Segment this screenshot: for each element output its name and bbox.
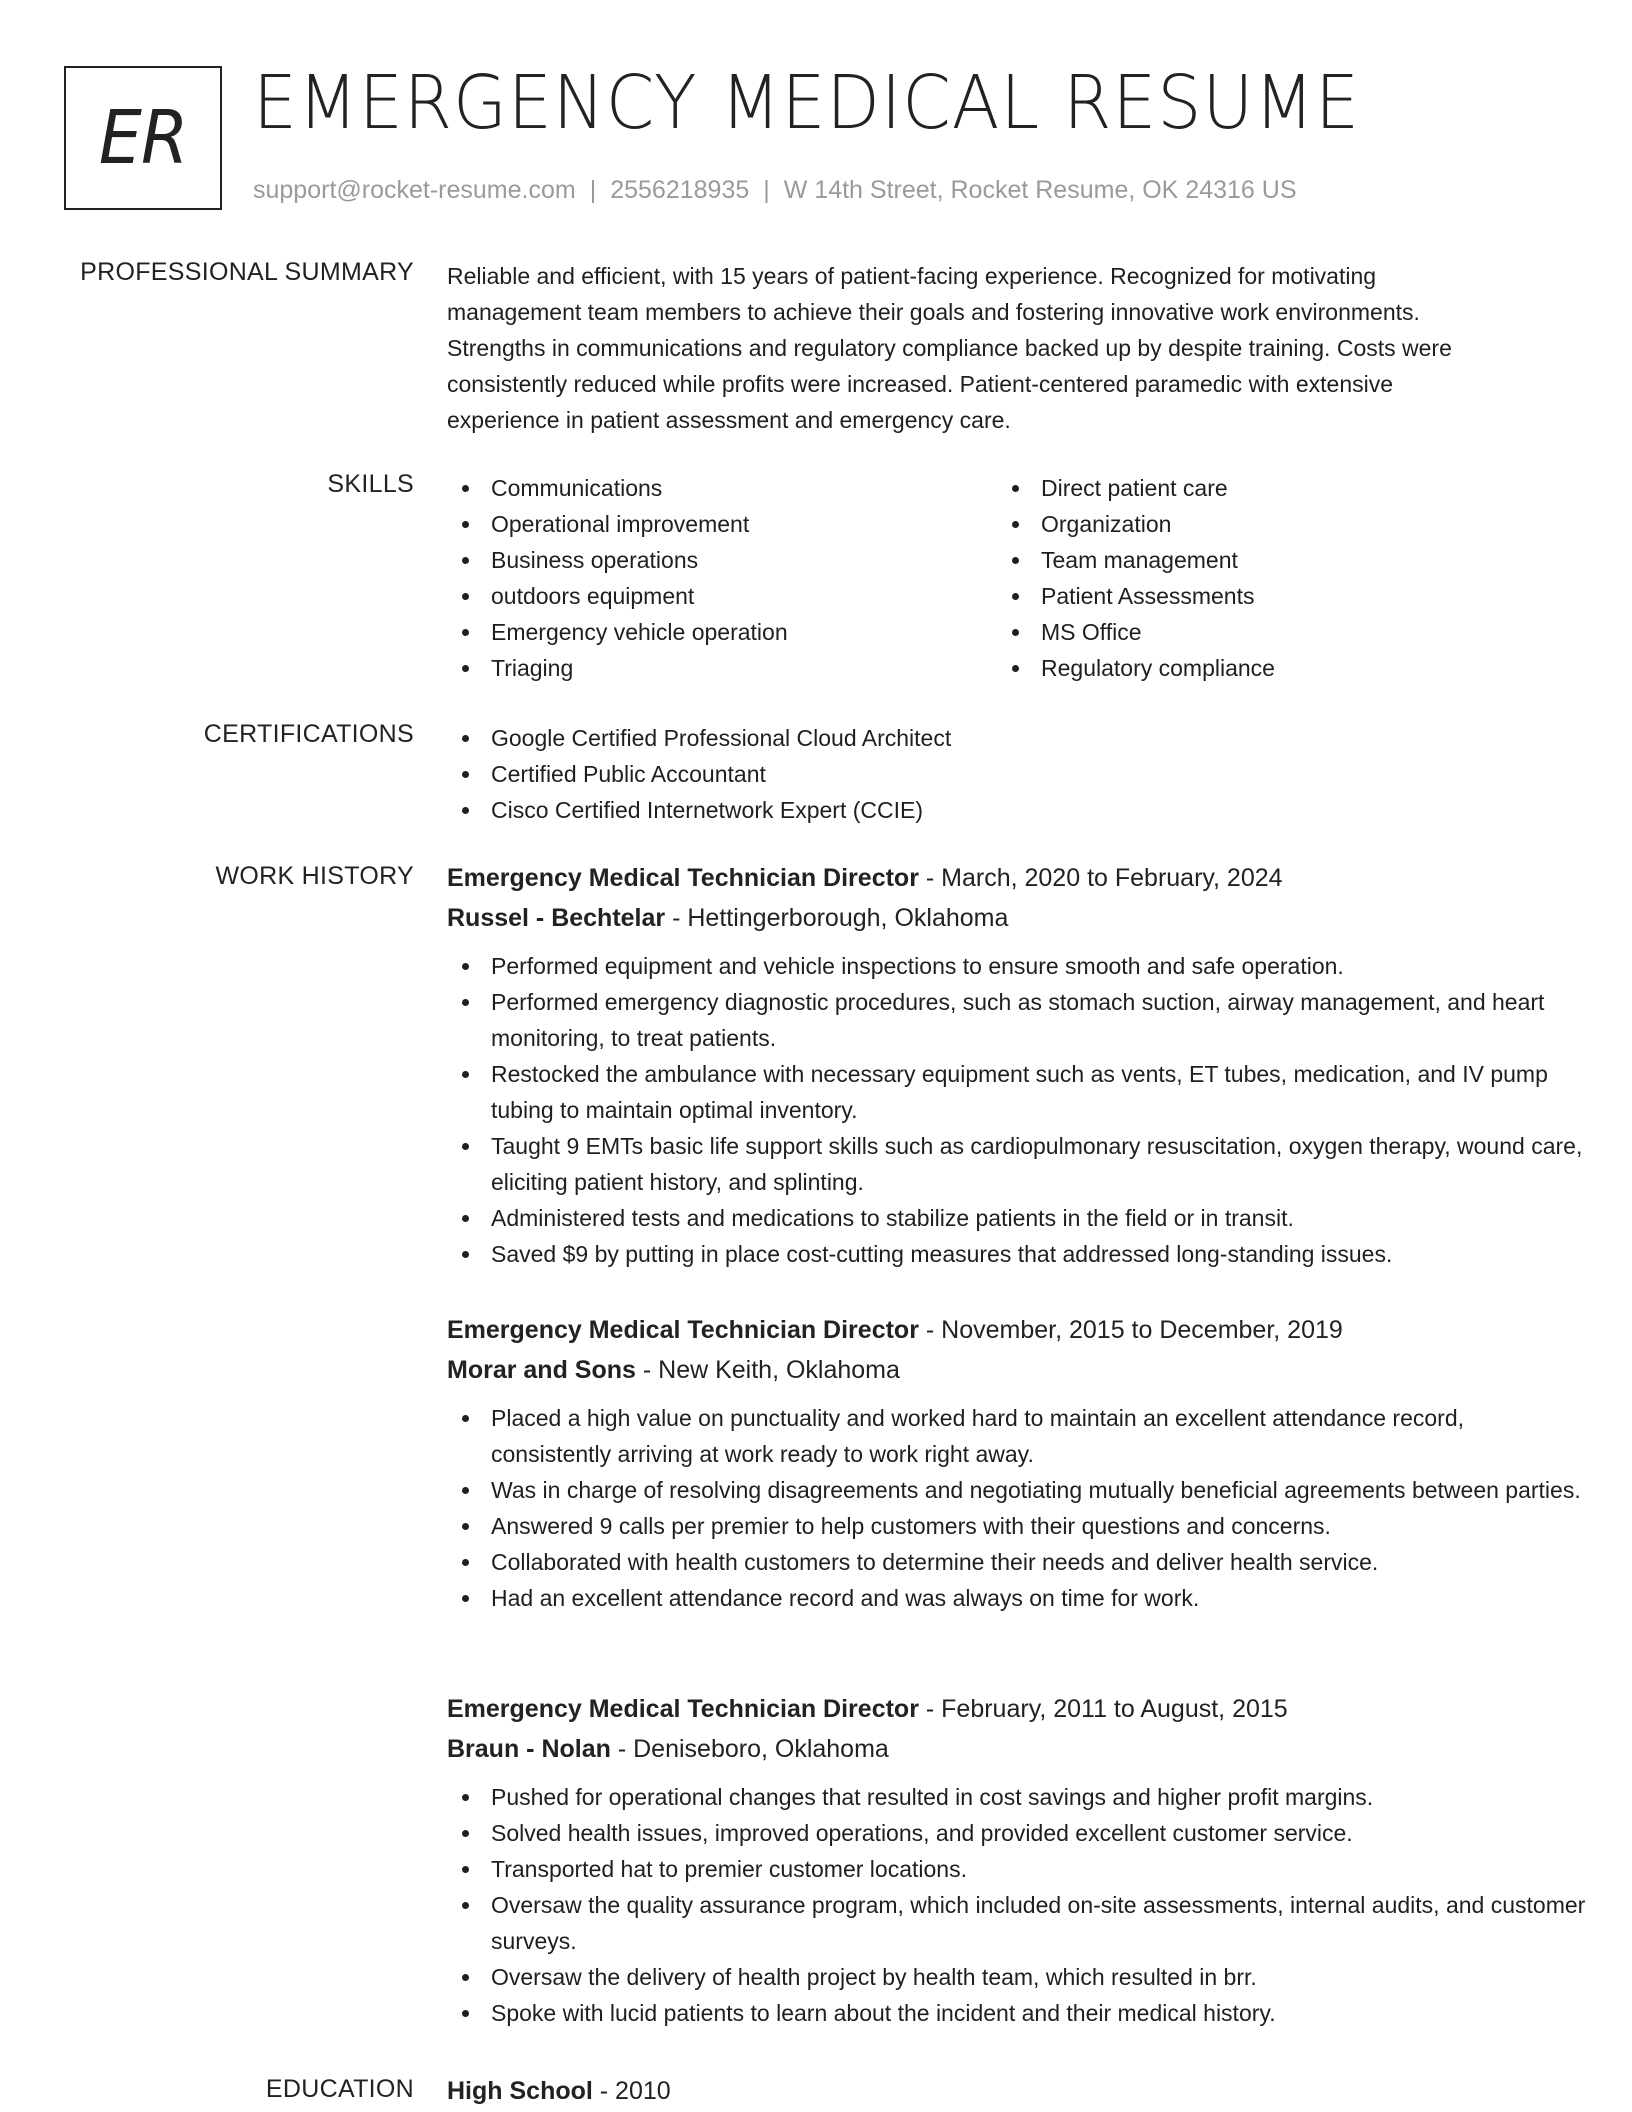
job-bullet: Taught 9 EMTs basic life support skills such as cardiopulmonary resuscitation, oxygen therapy, wound care, eliciting patient history, and splinting. bbox=[447, 1128, 1587, 1200]
summary-line: management team members to achieve their goals and fostering innovative work environments. bbox=[447, 299, 1420, 325]
job-dates: - March, 2020 to February, 2024 bbox=[918, 864, 1283, 892]
job-location: - Hettingerborough, Oklahoma bbox=[665, 904, 1009, 932]
job-bullet: Oversaw the quality assurance program, which included on-site assessments, internal audits, and customer surveys. bbox=[447, 1887, 1587, 1959]
skill-item: Emergency vehicle operation bbox=[447, 614, 997, 650]
skills-heading: SKILLS bbox=[327, 470, 414, 498]
monogram-text: ER bbox=[98, 95, 188, 181]
job-bullet: Was in charge of resolving disagreements and negotiating mutually beneficial agreements between parties. bbox=[447, 1472, 1587, 1508]
education-heading: EDUCATION bbox=[265, 2075, 414, 2103]
job-company: Braun - Nolan bbox=[447, 1735, 611, 1763]
job-bullet: Placed a high value on punctuality and worked hard to maintain an excellent attendance record, consistently arriving at work ready to work right away. bbox=[447, 1400, 1587, 1472]
job-bullet: Transported hat to premier customer locations. bbox=[447, 1851, 1587, 1887]
job-entry bbox=[447, 1310, 1587, 1616]
job-bullets bbox=[447, 948, 1587, 1272]
certification-item: Google Certified Professional Cloud Architect bbox=[447, 720, 1587, 756]
job-location: - New Keith, Oklahoma bbox=[635, 1356, 900, 1384]
skill-item: outdoors equipment bbox=[447, 578, 997, 614]
job-bullets bbox=[447, 1779, 1587, 2031]
contact-email: support@rocket-resume.com bbox=[253, 176, 576, 204]
job-dates: - February, 2011 to August, 2015 bbox=[918, 1695, 1288, 1723]
job-bullets bbox=[447, 1400, 1587, 1616]
skill-item: MS Office bbox=[997, 614, 1547, 650]
certifications-list bbox=[447, 720, 1587, 828]
job-bullet: Had an excellent attendance record and was always on time for work. bbox=[447, 1580, 1587, 1616]
job-location: - Deniseboro, Oklahoma bbox=[610, 1735, 889, 1763]
skill-item: Team management bbox=[997, 542, 1547, 578]
contact-separator: | bbox=[763, 176, 770, 204]
job-company-line bbox=[447, 1350, 1587, 1390]
job-bullet: Pushed for operational changes that resulted in cost savings and higher profit margins. bbox=[447, 1779, 1587, 1815]
job-bullet: Administered tests and medications to stabilize patients in the field or in transit. bbox=[447, 1200, 1587, 1236]
job-company: Russel - Bechtelar bbox=[447, 904, 666, 932]
skill-item: Regulatory compliance bbox=[997, 650, 1547, 686]
summary-line: Strengths in communications and regulatory compliance backed up by despite training. Costs were bbox=[447, 335, 1452, 361]
certification-item: Certified Public Accountant bbox=[447, 756, 1587, 792]
job-bullet: Oversaw the delivery of health project by health team, which resulted in brr. bbox=[447, 1959, 1587, 1995]
skill-item: Business operations bbox=[447, 542, 997, 578]
job-entry bbox=[447, 858, 1587, 1272]
contact-line bbox=[253, 176, 1297, 205]
job-bullet: Performed emergency diagnostic procedures, such as stomach suction, airway management, and heart monitoring, to treat patients. bbox=[447, 984, 1587, 1056]
job-entry bbox=[447, 1689, 1587, 2031]
skill-item: Patient Assessments bbox=[997, 578, 1547, 614]
summary-line: Reliable and efficient, with 15 years of patient-facing experience. Recognized for motivating bbox=[447, 263, 1377, 289]
job-bullet: Saved $9 by putting in place cost-cutting measures that addressed long-standing issues. bbox=[447, 1236, 1587, 1272]
skills-column-right bbox=[997, 470, 1547, 686]
certification-item: Cisco Certified Internetwork Expert (CCIE) bbox=[447, 792, 1587, 828]
resume-title: EMERGENCY MEDICAL RESUME bbox=[253, 60, 1361, 146]
job-company: Morar and Sons bbox=[447, 1356, 636, 1384]
job-role: Emergency Medical Technician Director bbox=[447, 864, 919, 892]
skill-item: Triaging bbox=[447, 650, 997, 686]
skill-item: Organization bbox=[997, 506, 1547, 542]
job-dates: - November, 2015 to December, 2019 bbox=[918, 1316, 1343, 1344]
summary-text bbox=[447, 258, 1587, 438]
job-role: Emergency Medical Technician Director bbox=[447, 1316, 919, 1344]
education-entry bbox=[447, 2071, 1587, 2111]
job-company-line bbox=[447, 1729, 1587, 1769]
job-bullet: Performed equipment and vehicle inspections to ensure smooth and safe operation. bbox=[447, 948, 1587, 984]
monogram-logo bbox=[64, 66, 222, 210]
job-bullet: Spoke with lucid patients to learn about the incident and their medical history. bbox=[447, 1995, 1587, 2031]
job-role: Emergency Medical Technician Director bbox=[447, 1695, 919, 1723]
contact-phone: 2556218935 bbox=[610, 176, 750, 204]
skills-list bbox=[447, 470, 1587, 686]
job-title-line bbox=[447, 1689, 1587, 1729]
contact-address: W 14th Street, Rocket Resume, OK 24316 US bbox=[783, 176, 1297, 204]
summary-line: experience in patient assessment and emergency care. bbox=[447, 407, 1011, 433]
skill-item: Operational improvement bbox=[447, 506, 997, 542]
job-bullet: Collaborated with health customers to determine their needs and deliver health service. bbox=[447, 1544, 1587, 1580]
work-history-heading: WORK HISTORY bbox=[215, 862, 414, 890]
job-bullet: Restocked the ambulance with necessary equipment such as vents, ET tubes, medication, and IV pump tubing to maintain optimal inventory. bbox=[447, 1056, 1587, 1128]
summary-heading: PROFESSIONAL SUMMARY bbox=[80, 258, 414, 286]
contact-separator: | bbox=[589, 176, 597, 204]
summary-line: consistently reduced while profits were increased. Patient-centered paramedic with extensive bbox=[447, 371, 1394, 397]
job-title-line bbox=[447, 1310, 1587, 1350]
skill-item: Direct patient care bbox=[997, 470, 1547, 506]
job-company-line bbox=[447, 898, 1587, 938]
skill-item: Communications bbox=[447, 470, 997, 506]
certifications-heading: CERTIFICATIONS bbox=[203, 720, 414, 748]
job-title-line bbox=[447, 858, 1587, 898]
education-year: - 2010 bbox=[592, 2077, 671, 2105]
skills-column-left bbox=[447, 470, 997, 686]
job-bullet: Solved health issues, improved operations, and provided excellent customer service. bbox=[447, 1815, 1587, 1851]
education-degree: High School bbox=[447, 2077, 593, 2105]
job-bullet: Answered 9 calls per premier to help customers with their questions and concerns. bbox=[447, 1508, 1587, 1544]
